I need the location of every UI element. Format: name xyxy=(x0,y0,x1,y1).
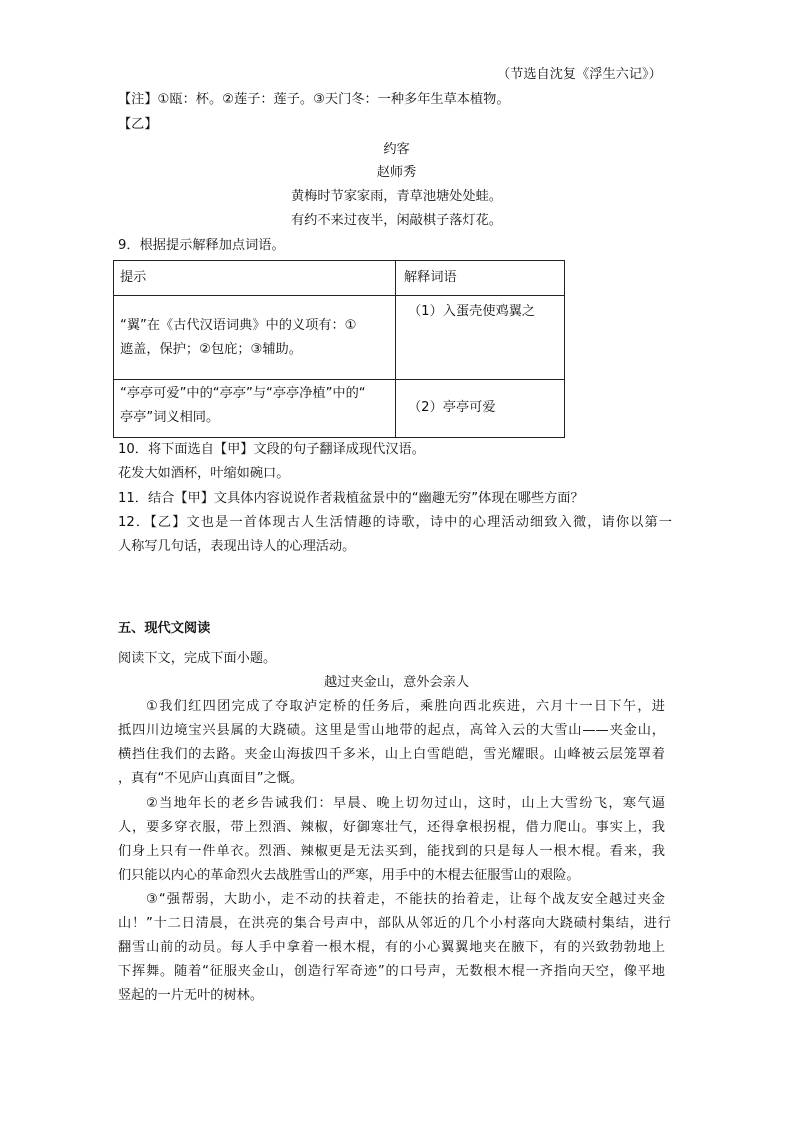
paragraph-2-line-1: ②当地年长的老乡告诫我们：早晨、晚上切勿过山，这时，山上大雪纷飞，寒气逼 xyxy=(146,796,665,811)
paragraph-3-line-3: 翻雪山前的动员。每人手中拿着一根木棍，有的小心翼翼地夹在腋下，有的兴致勃勃地上 xyxy=(118,940,665,955)
paragraph-2-line-2: 人，要多穿衣服，带上烈酒、辣椒，好御寒壮气，还得拿根拐棍，借力爬山。事实上，我 xyxy=(118,820,665,835)
paragraph-1-line-1: ①我们红四团完成了夺取泸定桥的任务后，乘胜向西北疾进，六月十一日下午，进 xyxy=(146,699,665,714)
article-title: 越过夹金山，意外会亲人 xyxy=(323,675,470,690)
section-5-intro: 阅读下文，完成下面小题。 xyxy=(118,651,277,666)
table-row-1-hint-line-2: 遮盖，保护；②包庇；③辅助。 xyxy=(120,342,302,357)
table-row-divider xyxy=(114,295,564,296)
paragraph-2-line-4: 们只能以内心的革命烈火去战胜雪山的严寒，用手中的木棍去征服雪山的艰险。 xyxy=(118,868,580,883)
poem-line-2: 有约不来过夜半，闲敲棋子落灯花。 xyxy=(291,213,502,228)
paragraph-3-line-1: ③“强帮弱，大助小，走不动的扶着走，不能扶的抬着走，让每个战友安全越过夹金 xyxy=(146,892,665,907)
poem-author: 赵师秀 xyxy=(376,165,417,180)
poem-title: 约客 xyxy=(383,142,410,157)
paragraph-3-line-5: 竖起的一片无叶的树林。 xyxy=(118,988,264,1003)
table-header-hint: 提示 xyxy=(120,270,147,285)
paragraph-1-line-2: 抵四川边境宝兴县属的大跷碛。这里是雪山地带的起点，高耸入云的大雪山——夹金山， xyxy=(118,723,665,738)
section-yi-label: 【乙】 xyxy=(118,117,158,132)
table-header-term: 解释词语 xyxy=(404,270,457,285)
table-row-1-term: （1）入蛋壳使鸡翼之 xyxy=(408,304,536,319)
poem-line-1: 黄梅时节家家雨，青草池塘处处蛙。 xyxy=(291,189,502,204)
table-column-divider xyxy=(395,261,396,437)
question-11: 11．结合【甲】文具体内容说说作者栽植盆景中的“幽趣无穷”体现在哪些方面？ xyxy=(118,491,584,506)
question-12-line-2: 人称写几句话，表现出诗人的心理活动。 xyxy=(118,539,356,554)
paragraph-3-line-2: 山！”十二日清晨，在洪亮的集合号声中，部队从邻近的几个小村落向大跷碛村集结，进行 xyxy=(118,916,671,931)
question-9: 9．根据提示解释加点词语。 xyxy=(118,238,285,253)
question-10: 10．将下面选自【甲】文段的句子翻译成现代汉语。 xyxy=(118,442,425,457)
paragraph-3-line-4: 下挥舞。随着“征服夹金山，创造行军奇迹”的口号声，无数根木棍一齐指向天空，像平地 xyxy=(118,964,665,979)
table-row-2-term: （2）亭亭可爱 xyxy=(408,400,496,415)
table-row-divider xyxy=(114,379,564,380)
question-12-line-1: 12．【乙】文也是一首体现古人生活情趣的诗歌，诗中的心理活动细致入微，请你以第一 xyxy=(118,515,672,530)
paragraph-2-line-3: 们身上只有一件单衣。烈酒、辣椒更是无法买到，能找到的只是每人一根木棍。看来，我 xyxy=(118,844,665,859)
table-row-2-hint-line-1: “亭亭可爱”中的“亭亭”与“亭亭净植”中的“ xyxy=(120,386,366,401)
section-5-title: 五、现代文阅读 xyxy=(118,621,211,636)
table-row-2-hint-line-2: 亭亭”词义相同。 xyxy=(120,410,220,425)
vocab-table xyxy=(113,260,565,438)
source-note: （节选自沈复《浮生六记》） xyxy=(497,67,662,82)
table-row-1-hint-line-1: “翼”在《古代汉语词典》中的义项有：① xyxy=(120,318,357,333)
paragraph-1-line-3: 横挡住我们的去路。夹金山海拔四千多米，山上白雪皑皑，雪光耀眼。山峰被云层笼罩着 xyxy=(118,747,665,762)
paragraph-1-line-4: ，真有“不见庐山真面目”之慨。 xyxy=(118,771,304,786)
question-10-sentence: 花发大如酒杯，叶缩如碗口。 xyxy=(118,466,290,481)
annotation-notes: 【注】①瓯：杯。②莲子：莲子。③天门冬：一种多年生草本植物。 xyxy=(118,92,510,107)
